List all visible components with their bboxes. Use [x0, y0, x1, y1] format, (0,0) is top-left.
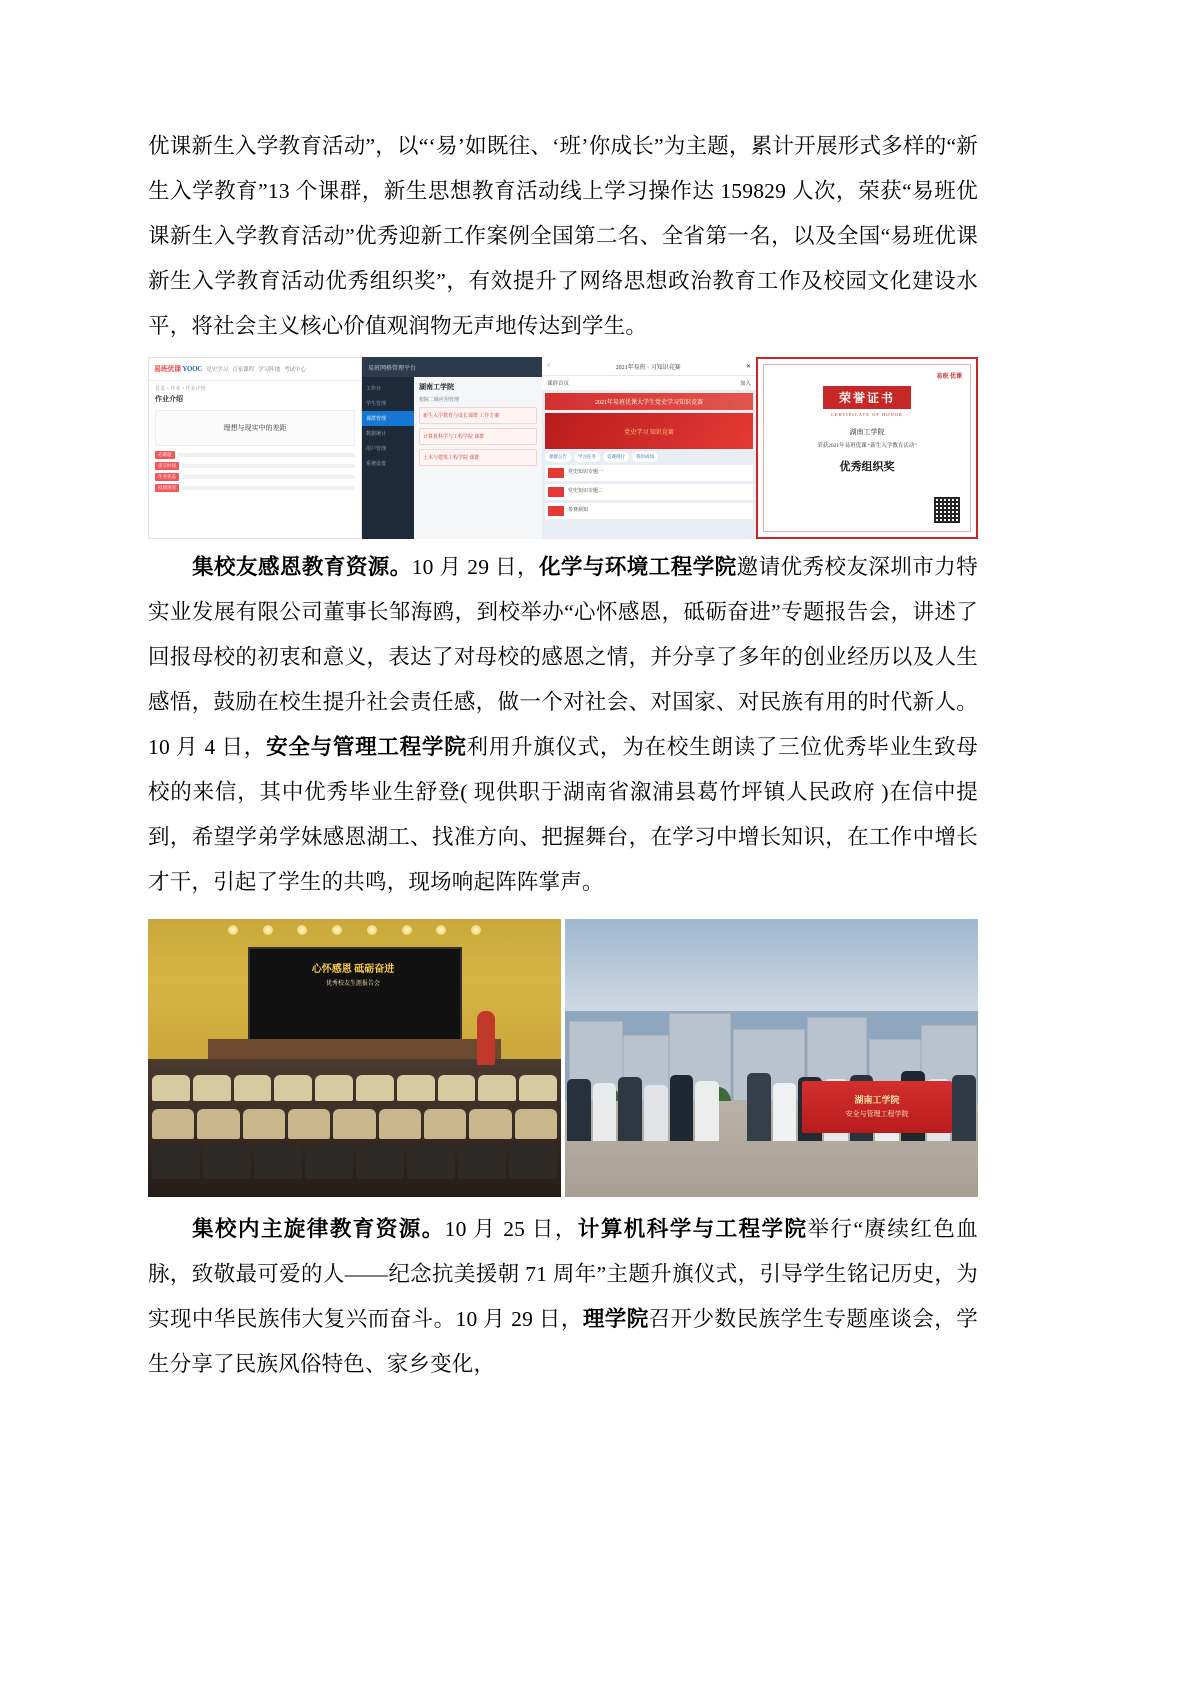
yooc-logo-cn: 易班优课 — [154, 365, 181, 373]
yooc-assignment-title: 理想与现实中的差距 — [223, 424, 287, 432]
certificate-ribbon-title: 荣誉证书 — [823, 386, 911, 409]
admin-list-item-0: 新生入学教育与成长课群 工作方案 — [419, 407, 537, 424]
admin-sidebar-item-3: 数据统计 — [366, 432, 387, 437]
paragraph-2-run-4: 邀请优秀校友深圳市力特实业发展有限公司董事长邹海鸥，到校举办“心怀感恩，砥砺奋进”专题报告会，讲述了回报母校的初衷和意义，表达了对母校的感恩之情，并分享了多年的创业经历以及人生感悟，鼓励在校生提升社会责任感，做一个对社会、对国家、对民族有用的时代新人。10 月 4 日， — [148, 555, 978, 759]
seat-row — [148, 1067, 561, 1101]
certificate-body-text: 荣获2021年易班优课 “新生入学教育活动” — [817, 443, 917, 449]
stage-light-icon — [332, 925, 342, 935]
yooc-row-tag: 提交时间 — [155, 462, 179, 470]
yooc-nav-2: 百家课程 — [232, 367, 255, 373]
admin-sidebar-item-2: 课群管理 — [362, 411, 414, 426]
certificate-school-name: 湖南工学院 — [849, 428, 885, 436]
yooc-row-tag: 必做题 — [155, 451, 175, 459]
quiz-row-label: 党史知识专题二 — [568, 489, 604, 494]
quiz-list-row-0 — [545, 465, 753, 481]
yooc-assignment-card — [155, 410, 355, 446]
stage-light-icon — [436, 925, 446, 935]
photo-alumni-report-meeting — [148, 919, 561, 1197]
stage-subtitle: 优秀校友生涯报告会 — [325, 981, 380, 987]
stage-backdrop — [248, 947, 462, 1043]
admin-main — [414, 377, 542, 539]
yooc-nav-1: 党史学习 — [206, 367, 229, 373]
quiz-chip-0: 课群公告 — [545, 452, 571, 462]
screenshot-admin-platform — [362, 357, 542, 539]
quiz-back-icon: < — [547, 363, 551, 369]
yooc-row-tag: 批阅情况 — [155, 484, 179, 492]
quiz-subheader-title: 课群首页 — [547, 381, 570, 387]
admin-sidebar — [362, 377, 414, 539]
quiz-banner: 2021年易班优课大学生党史学习知识竞赛 — [545, 393, 753, 410]
quiz-thumb — [548, 506, 564, 516]
ceremony-banner-title: 湖南工学院 — [854, 1095, 900, 1105]
yooc-nav-3: 学习阵地 — [258, 367, 281, 373]
admin-sidebar-item-4: 用户管理 — [366, 447, 387, 452]
stage-light-icon — [402, 925, 412, 935]
yooc-detail-row — [155, 473, 355, 481]
yooc-logo — [154, 364, 202, 374]
admin-sidebar-item-5: 系统设置 — [366, 462, 387, 467]
quiz-row-label: 党史知识专题一 — [568, 470, 604, 475]
quiz-thumb — [548, 487, 564, 497]
auditorium-seating — [148, 1059, 561, 1197]
stage-light-icon — [471, 925, 481, 935]
paragraph-3-run-2: 10 月 25 日， — [444, 1217, 578, 1241]
admin-topbar-title: 易班网格管理平台 — [368, 365, 417, 372]
quiz-chip-2: 竞赛排行 — [603, 452, 629, 462]
admin-main-title: 湖南工学院 — [419, 383, 454, 391]
admin-sidebar-item-1: 学生管理 — [366, 402, 387, 407]
admin-topbar — [362, 357, 542, 377]
yooc-row-line — [182, 486, 355, 490]
yooc-breadcrumb: 首页 > 作业 > 作业详情 — [155, 387, 206, 392]
paragraph-2-lead: 集校友感恩教育资源。 — [192, 555, 412, 579]
quiz-row-label: 参赛须知 — [568, 508, 589, 513]
stage-title: 心怀感恩 砥砺奋进 — [311, 964, 395, 975]
quiz-join-button: 加入 — [739, 381, 751, 387]
paragraph-3 — [148, 1207, 978, 1387]
yooc-row-line — [182, 475, 355, 479]
yooc-nav-4: 考试中心 — [284, 367, 307, 373]
admin-main-subtitle: 校院二级应用管理 — [419, 398, 460, 403]
certificate-brand: 易班 优课 — [936, 374, 962, 380]
paragraph-2-run-2: 10 月 29 日， — [411, 555, 539, 579]
yooc-row-line — [182, 464, 355, 468]
figure-group-platform-screenshots — [148, 357, 978, 539]
quiz-list — [545, 465, 753, 519]
yooc-row-tag: 作业状态 — [155, 473, 179, 481]
stage-light-icon — [228, 925, 238, 935]
quiz-phone-header — [542, 357, 756, 376]
stage-lights — [228, 925, 481, 935]
quiz-thumb — [548, 468, 564, 478]
quiz-hero: 党史学习 知识竞赛 — [545, 413, 753, 449]
yooc-topbar — [149, 358, 361, 381]
quiz-header-title: 2021年易班 · 习知识竞赛 — [615, 364, 681, 371]
paragraph-2-org-safety: 安全与管理工程学院 — [266, 735, 467, 759]
certificate-frame — [763, 364, 971, 532]
paragraph-1-run-1: 优课新生入学教育活动”，以“‘易’如既往、‘班’你成长”为主题，累计开展形式多样的“新生入学教育”13 个课群，新生思想教育活动线上学习操作达 159829 人次，荣获“易班优课新生入学教育活动”优秀迎新工作案例全国第二名、全省第一名，以及全国“易班优课新生入学教育活动优秀组织奖”，有效提升了网络思想政治教育工作及校园文化建设水平，将社会主义核心价值观润物无声地传达到学生。 — [148, 134, 978, 338]
admin-list-item-1: 计算机科学与工程学院 课群 — [419, 428, 537, 445]
quiz-subheader — [542, 376, 756, 390]
image-honor-certificate — [756, 357, 978, 539]
paragraph-1 — [148, 124, 978, 349]
stage-light-icon — [297, 925, 307, 935]
audience-row — [148, 1145, 561, 1179]
seat-row — [148, 1105, 561, 1139]
close-icon: ✕ — [745, 363, 751, 370]
yooc-section-title: 作业介绍 — [155, 395, 183, 403]
yooc-detail-rows — [149, 448, 361, 498]
quiz-list-row-1 — [545, 484, 753, 500]
audience-member-red — [477, 1011, 495, 1065]
ceremony-banner — [802, 1081, 952, 1133]
paragraph-3-org-cs: 计算机科学与工程学院 — [577, 1217, 808, 1241]
yooc-detail-row — [155, 484, 355, 492]
screenshot-yooc-assignment — [148, 357, 362, 539]
stage-light-icon — [367, 925, 377, 935]
stage-backdrop-text — [266, 963, 440, 991]
sky — [565, 919, 978, 1011]
quiz-chip-3: 我的成绩 — [632, 452, 658, 462]
quiz-chip-row — [545, 452, 753, 462]
admin-body — [362, 377, 542, 539]
yooc-detail-row — [155, 462, 355, 470]
certificate-award-name: 优秀组织奖 — [839, 461, 895, 473]
quiz-list-row-2 — [545, 503, 753, 519]
yooc-logo-en: YOOC — [182, 365, 203, 373]
admin-list-item-2: 土木与建筑工程学院 课群 — [419, 449, 537, 466]
paragraph-3-run-4: 举行“赓续红色血脉，致敬最可爱的人——纪念抗美援朝 71 周年”主题升旗仪式，引导学生铭记历史，为实现中华民族伟大复兴而奋斗。10 月 29 日， — [148, 1217, 978, 1331]
stage-light-icon — [263, 925, 273, 935]
admin-sidebar-item-0: 工作台 — [366, 387, 382, 392]
quiz-chip-1: 学习任务 — [574, 452, 600, 462]
paragraph-2 — [148, 545, 978, 905]
paragraph-2-run-6: 利用升旗仪式，为在校生朗读了三位优秀毕业生致母校的来信，其中优秀毕业生舒登( 现供职于湖南省溆浦县葛竹坪镇人民政府 )在信中提到，希望学弟学妹感恩湖工、找准方向、把握舞台，在学习中增长知识，在工作中增长才干，引起了学生的共鸣，现场响起阵阵掌声。 — [148, 735, 978, 894]
figure-group-photos — [148, 919, 978, 1197]
certificate-english-subtitle: CERTIFICATE OF HONOR — [831, 412, 903, 417]
document-body — [148, 124, 978, 1387]
paragraph-3-org-science: 理学院 — [582, 1307, 649, 1331]
paragraph-3-run-6: 召开少数民族学生专题座谈会，学生分享了民族风俗特色、家乡变化， — [148, 1307, 978, 1376]
paragraph-3-lead: 集校内主旋律教育资源。 — [192, 1217, 445, 1241]
paragraph-2-org-chem: 化学与环境工程学院 — [538, 555, 737, 579]
yooc-row-line — [178, 453, 356, 457]
yooc-detail-row — [155, 451, 355, 459]
photo-flag-raising-ceremony — [565, 919, 978, 1197]
screenshot-mobile-quiz — [542, 357, 756, 539]
ceremony-banner-subtitle: 安全与管理工程学院 — [845, 1110, 909, 1118]
qr-code-icon — [934, 497, 960, 523]
